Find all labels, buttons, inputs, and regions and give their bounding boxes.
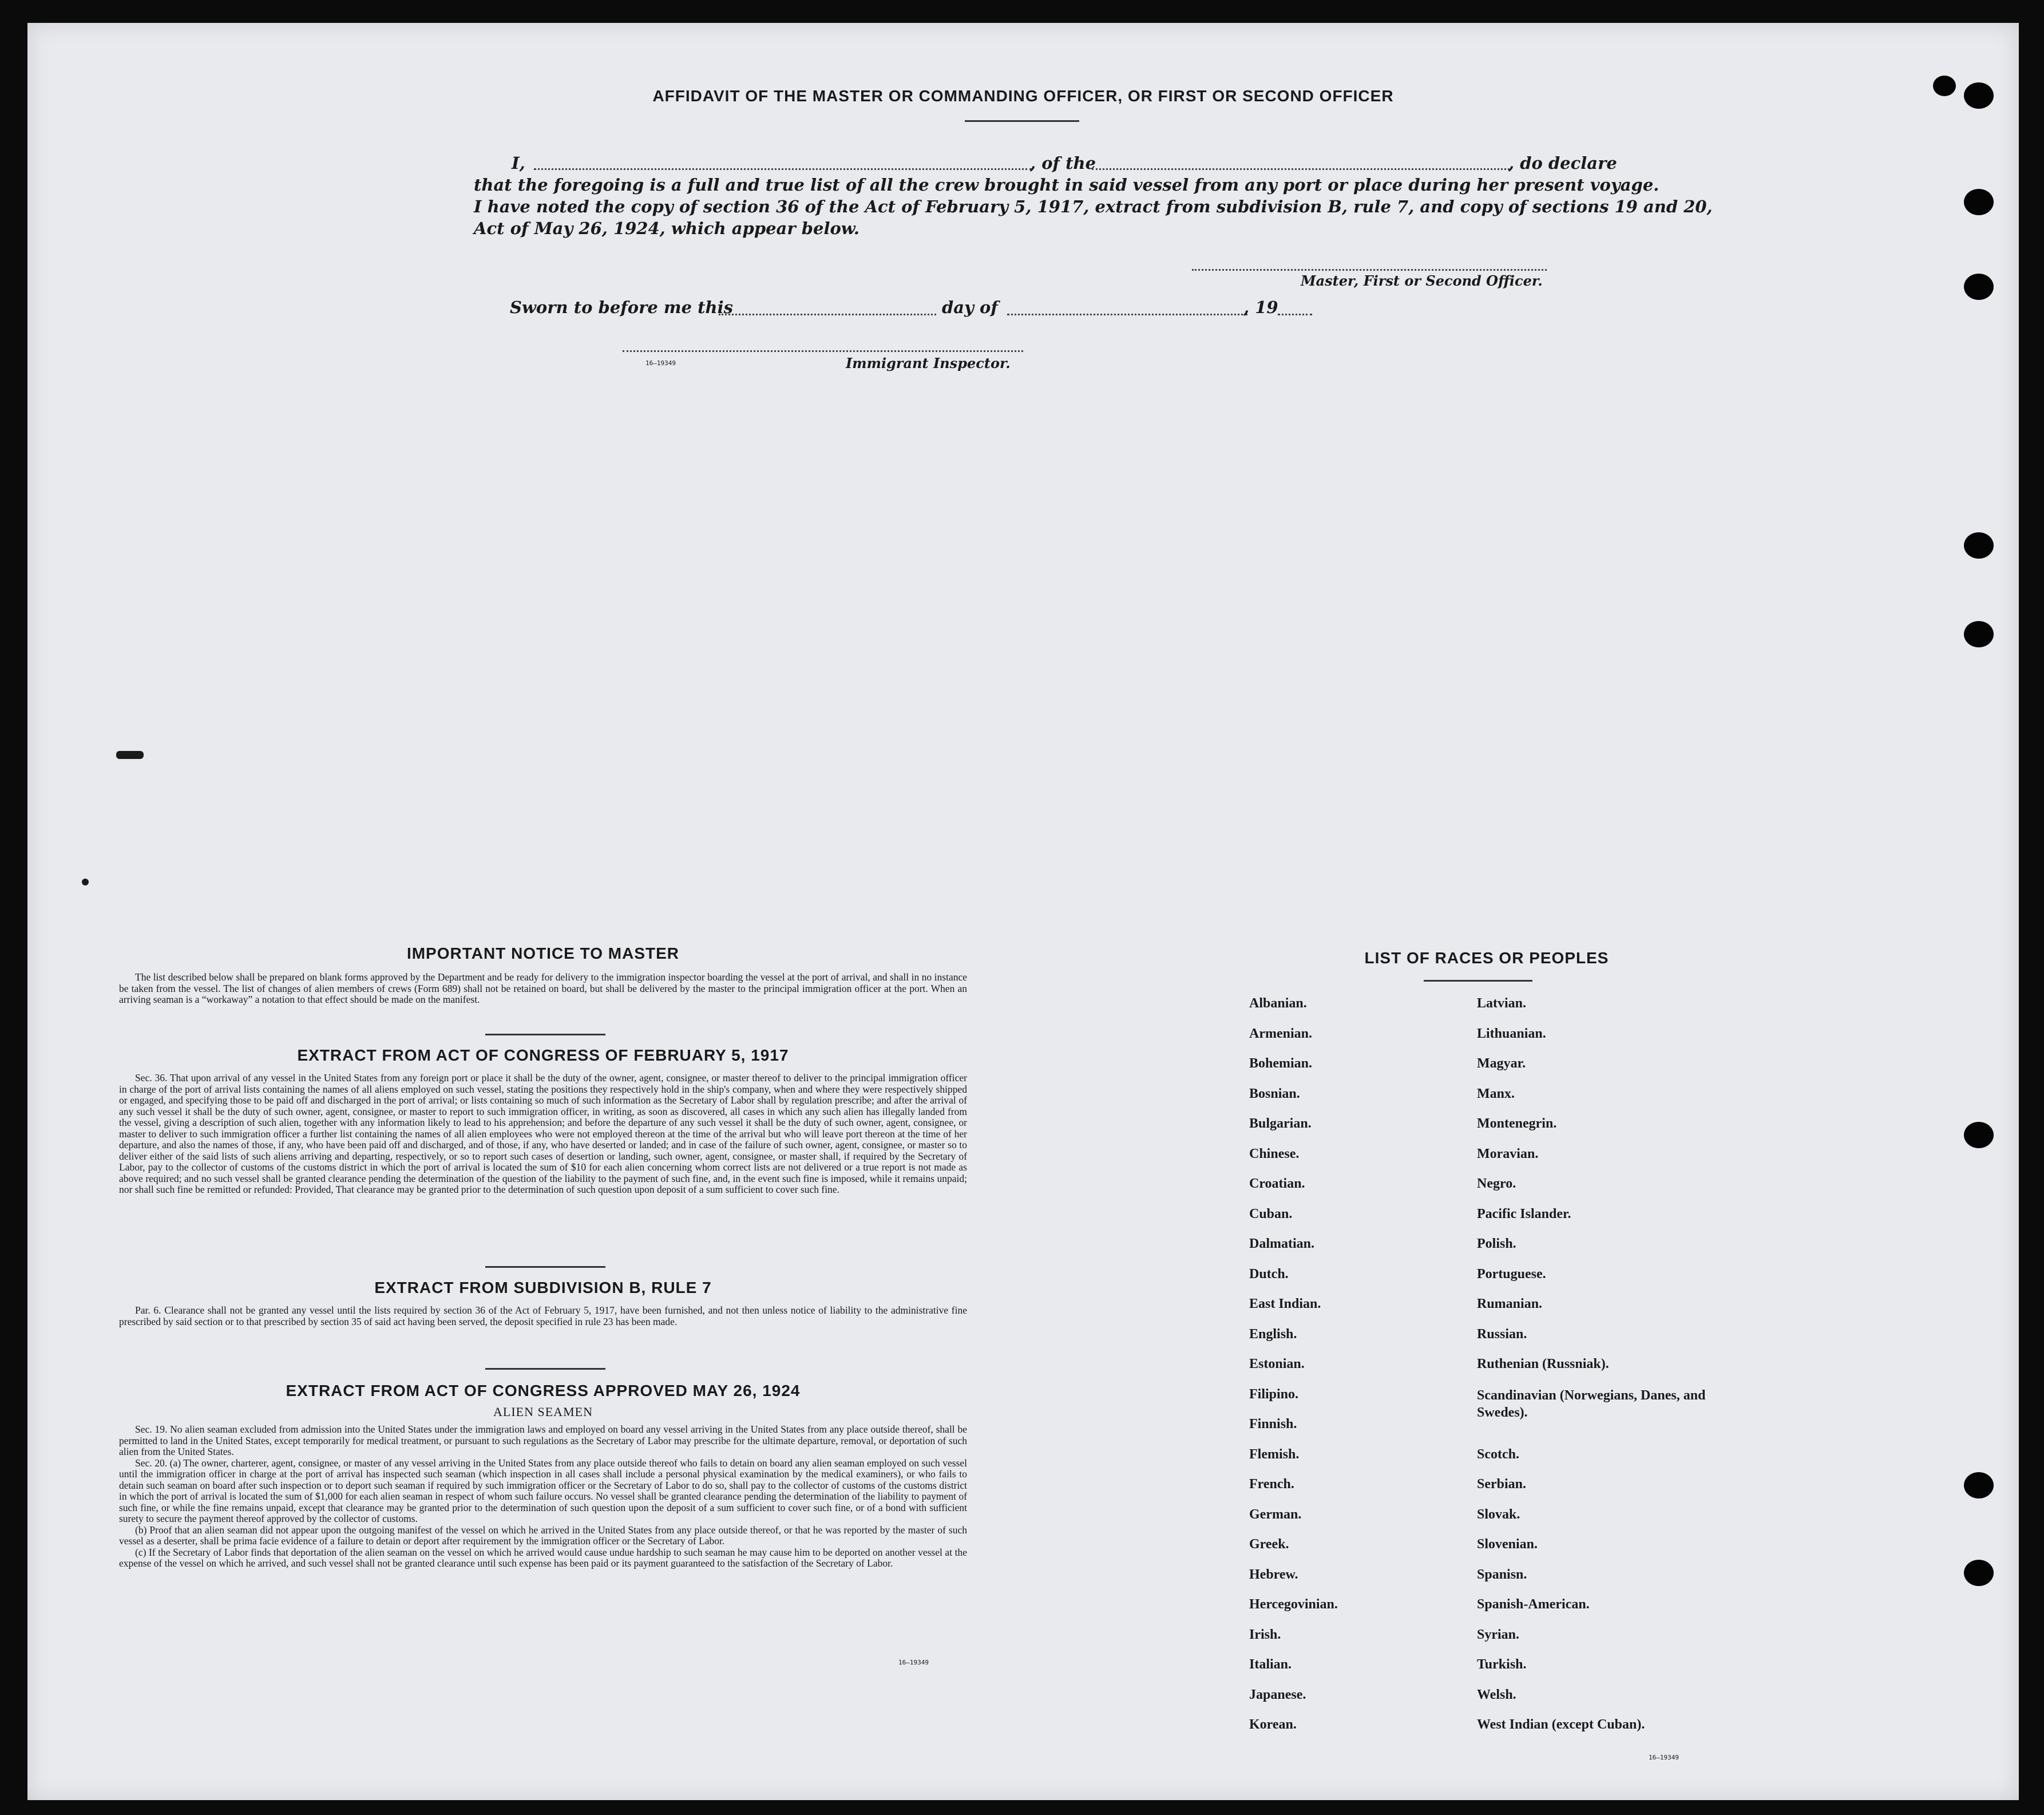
race-item: English. <box>1249 1326 1297 1342</box>
race-item: Korean. <box>1249 1717 1297 1732</box>
race-item: West Indian (except Cuban). <box>1477 1717 1645 1732</box>
inspector-signature-line <box>623 350 1023 352</box>
race-item: Welsh. <box>1477 1687 1516 1702</box>
rule-7-text <box>119 1305 967 1327</box>
section-20b-paragraph: (b) Proof that an alien seaman did not appear upon the outgoing manifest of the vessel on which he arrived in the United States from any place outside thereof, or that he was reported by the master of such vessel as a deserter, shall be prima facie evidence of a failure to detain or deport after requirement by the immigration officer or the Secretary of Labor. <box>119 1524 967 1547</box>
race-item: Turkish. <box>1477 1657 1527 1672</box>
race-item: Cuban. <box>1249 1206 1293 1221</box>
affidavit-line-2: that the foregoing is a full and true list of all the crew brought in said vessel from any port or place during her present voyage. <box>474 175 1659 195</box>
race-item: Spanisn. <box>1477 1567 1527 1582</box>
sworn-month-line <box>1007 314 1247 315</box>
race-item: Bohemian. <box>1249 1056 1313 1071</box>
race-item: Negro. <box>1477 1176 1516 1191</box>
section-divider <box>485 1266 605 1268</box>
race-item: Dutch. <box>1249 1266 1289 1282</box>
section-36-paragraph: Sec. 36. That upon arrival of any vessel in the United States from any foreign port or place it shall be the duty of the owner, agent, consignee, or master thereof to deliver to the principal immigration officer in charge of the port of arrival lists containing the names of all aliens employed on such vessel, stating the positions they respectively hold in the ship's company, when and where they were respectively shipped or engaged, and specifying those to be paid off and discharged in the port of arrival; or lists containing so much of such information as the Secretary of Labor shall by regulation prescribe; and after the arrival of any such vessel it shall be the duty of such owner, agent, consignee, or master to report to such immigration officer, in writing, as soon as discovered, all cases in which any such alien has illegally landed from the vessel, giving a description of such alien, together with any information likely to lead to his apprehension; and before the departure of any such vessel it shall be the duty of such owner, agent, consignee, or master to deliver to such immigration officer a further list containing the names of all alien employees who were not employed thereon at the time of the arrival but who will leave port thereon at the time of her departure, and also the names of those, if any, who have been paid off and discharged, and of those, if any, who have deserted or landed; and in case of the failure of such owner, agent, consignee, or master so to deliver either of the said lists of such aliens arriving and departing, respectively, or so to report such cases of desertion or landing, such owner, agent, consignee, or master shall, if required by the Secretary of Labor, pay to the collector of customs of the customs district in which the port of arrival is located the sum of $10 for each alien concerning whom correct lists are not delivered or a true report is not made as above required; and no such vessel shall be granted clearance pending the determination of the question of the liability to the payment of such fine, and, in the event such fine is imposed, while it remains unpaid; nor shall such fine be remitted or refunded: Provided, That clearance may be granted prior to the determination of such question upon deposit of a sum sufficient to cover such fine. <box>119 1072 967 1195</box>
of-the-label: , of the <box>1030 153 1096 173</box>
punch-hole <box>1964 532 1994 559</box>
race-item: Armenian. <box>1249 1026 1312 1041</box>
punch-hole <box>1964 621 1994 647</box>
race-item: Croatian. <box>1249 1176 1305 1191</box>
race-item: Ruthenian (Russniak). <box>1477 1357 1609 1371</box>
race-item: Albanian. <box>1249 996 1307 1011</box>
section-20a-paragraph: Sec. 20. (a) The owner, charterer, agent, consignee, or master of any vessel arriving in the United States from any place outside thereof who fails to detain on board any alien seaman employed on such vessel until the immigration officer in charge at the port of arrival has inspected such seaman (which inspection in all cases shall include a personal physical examination by the medical examiners), or who fails to detain such seaman on board after such inspection or to deport such seaman if required by such immigration officer or the Secretary of Labor to do so, shall pay to the collector of customs of the customs district in which the port of arrival is located the sum of $1,000 for each alien seaman in respect of whom such failure occurs. No vessel shall be granted clearance pending the determination of the liability to payment of such fine, or while the fine remains unpaid, except that clearance may be granted prior to the determination of such question upon the deposit of a sum sufficient to cover such fine, or of a bond with sufficient surety to secure the payment thereof approved by the collector of customs. <box>119 1457 967 1524</box>
race-item: Greek. <box>1249 1537 1289 1552</box>
race-item: Scotch. <box>1477 1446 1519 1462</box>
race-item: Scandinavian (Norwegians, Danes, and Swedes). <box>1477 1387 1706 1420</box>
inspector-caption: Immigrant Inspector. <box>846 355 1011 371</box>
declare-label: , do declare <box>1508 153 1617 173</box>
race-item: East Indian. <box>1249 1296 1321 1311</box>
day-of-label: day of <box>942 298 998 317</box>
punch-hole <box>1964 1560 1994 1586</box>
section-divider <box>485 1368 605 1370</box>
notice-paragraph: The list described below shall be prepared on blank forms approved by the Department and be ready for delivery to the immigration inspector boarding the vessel at the port of arrival, and shall in no instance be taken from the vessel. The list of changes of alien members of crews (Form 689) shall not be retained on board, but shall be delivered by the master to the principal immigration officer at the port. When an arriving seaman is a “workaway” a notation to that effect should be made on the manifest. <box>119 971 967 1005</box>
race-item: Latvian. <box>1477 996 1527 1011</box>
notice-text <box>119 972 967 1006</box>
title-underline <box>965 120 1079 122</box>
race-item: Italian. <box>1249 1657 1292 1672</box>
race-item: Spanish-American. <box>1477 1597 1590 1612</box>
race-item: Rumanian. <box>1477 1296 1543 1311</box>
race-item: Russian. <box>1477 1326 1527 1342</box>
punch-hole <box>1964 189 1994 215</box>
race-item: Bosnian. <box>1249 1086 1300 1101</box>
punch-hole <box>1964 274 1994 300</box>
race-item: Hercegovinian. <box>1249 1597 1338 1612</box>
year-label: , 19 <box>1243 298 1278 317</box>
race-item: Bulgarian. <box>1249 1116 1312 1131</box>
sworn-day-line <box>719 314 936 315</box>
race-item: Filipino. <box>1249 1386 1299 1402</box>
races-title-underline <box>1424 980 1532 982</box>
races-title: LIST OF RACES OR PEOPLES <box>1364 949 1609 967</box>
sworn-label: Sworn to before me this <box>510 298 733 317</box>
master-caption: Master, First or Second Officer. <box>1301 272 1543 289</box>
race-item: Japanese. <box>1249 1687 1306 1702</box>
extract-1924-title: EXTRACT FROM ACT OF CONGRESS APPROVED MAY 26, 1924 <box>286 1382 801 1399</box>
punch-hole <box>1964 1472 1994 1498</box>
affidavit-title: AFFIDAVIT OF THE MASTER OR COMMANDING OFFICER, OR FIRST OR SECOND OFFICER <box>652 87 1394 105</box>
race-item: German. <box>1249 1506 1302 1522</box>
rule-7-title: EXTRACT FROM SUBDIVISION B, RULE 7 <box>374 1279 712 1296</box>
race-item: Irish. <box>1249 1627 1281 1642</box>
affidavit-form-number: 16—19349 <box>645 359 676 367</box>
race-item: Chinese. <box>1249 1146 1300 1161</box>
race-item: Syrian. <box>1477 1627 1520 1642</box>
race-item: Slovenian. <box>1477 1537 1538 1552</box>
race-item: Finnish. <box>1249 1417 1297 1432</box>
master-signature-line <box>1192 269 1547 271</box>
section-divider <box>485 1034 605 1035</box>
race-item: French. <box>1249 1477 1294 1492</box>
race-item: Serbian. <box>1477 1477 1527 1492</box>
section-19-paragraph: Sec. 19. No alien seaman excluded from admission into the United States under the immigration laws and employed on board any vessel arriving in the United States from any place outside thereof, shall be permitted to land in the United States, except temporarily for medical treatment, or pursuant to such regulations as the Secretary of Labor may prescribe for the ultimate departure, removal, or deportation of such alien from the United States. <box>119 1423 967 1457</box>
race-item: Slovak. <box>1477 1506 1520 1522</box>
vessel-name-line <box>1092 168 1510 170</box>
race-item: Polish. <box>1477 1236 1516 1251</box>
punch-hole <box>1964 1122 1994 1148</box>
race-item: Portuguese. <box>1477 1266 1546 1282</box>
section-20c-paragraph: (c) If the Secretary of Labor finds that deportation of the alien seaman on the vessel on which he arrived would cause undue hardship to such seaman he may cause him to be deported on another vessel at the expense of the vessel on which he arrived, and such vessel shall not be granted clearance until such expense has been paid or its payment guaranteed to the satisfaction of the Secretary of Labor. <box>119 1546 967 1569</box>
race-item: Dalmatian. <box>1249 1236 1314 1251</box>
race-item: Hebrew. <box>1249 1567 1298 1582</box>
race-item: Magyar. <box>1477 1056 1526 1071</box>
extract-1917-text <box>119 1073 967 1196</box>
declarant-label: I, <box>512 153 525 173</box>
ink-mark <box>116 751 144 759</box>
alien-seamen-subtitle: ALIEN SEAMEN <box>493 1405 593 1419</box>
affidavit-line-3: I have noted the copy of section 36 of the Act of February 5, 1917, extract from subdivision B, rule 7, and copy of sections 19 and 20, <box>474 197 1713 216</box>
sworn-year-line <box>1278 314 1312 315</box>
notice-title: IMPORTANT NOTICE TO MASTER <box>406 944 680 962</box>
race-item: Montenegrin. <box>1477 1116 1557 1131</box>
form-sheet <box>27 23 2019 1800</box>
race-item: Moravian. <box>1477 1146 1539 1161</box>
ink-mark <box>82 879 89 885</box>
declarant-name-line <box>534 168 1032 170</box>
race-item: Pacific Islander. <box>1477 1206 1571 1221</box>
race-item: Manx. <box>1477 1086 1515 1101</box>
extract-form-number: 16—19349 <box>898 1659 929 1666</box>
paragraph-6: Par. 6. Clearance shall not be granted any vessel until the lists required by section 36 of the Act of February 5, 1917, have been furnished, and not then unless notice of liability to the administrative fine prescribed by said section or to that prescribed by section 35 of said act having been served, the deposit specified in rule 23 has been made. <box>119 1304 967 1327</box>
race-item: Lithuanian. <box>1477 1026 1546 1041</box>
affidavit-line-4: Act of May 26, 1924, which appear below. <box>474 219 859 238</box>
extract-1924-text <box>119 1424 967 1569</box>
race-item: Flemish. <box>1249 1446 1300 1462</box>
races-form-number: 16—19349 <box>1649 1754 1679 1761</box>
race-item: Estonian. <box>1249 1357 1305 1371</box>
extract-1917-title: EXTRACT FROM ACT OF CONGRESS OF FEBRUARY 5, 1917 <box>297 1046 789 1064</box>
